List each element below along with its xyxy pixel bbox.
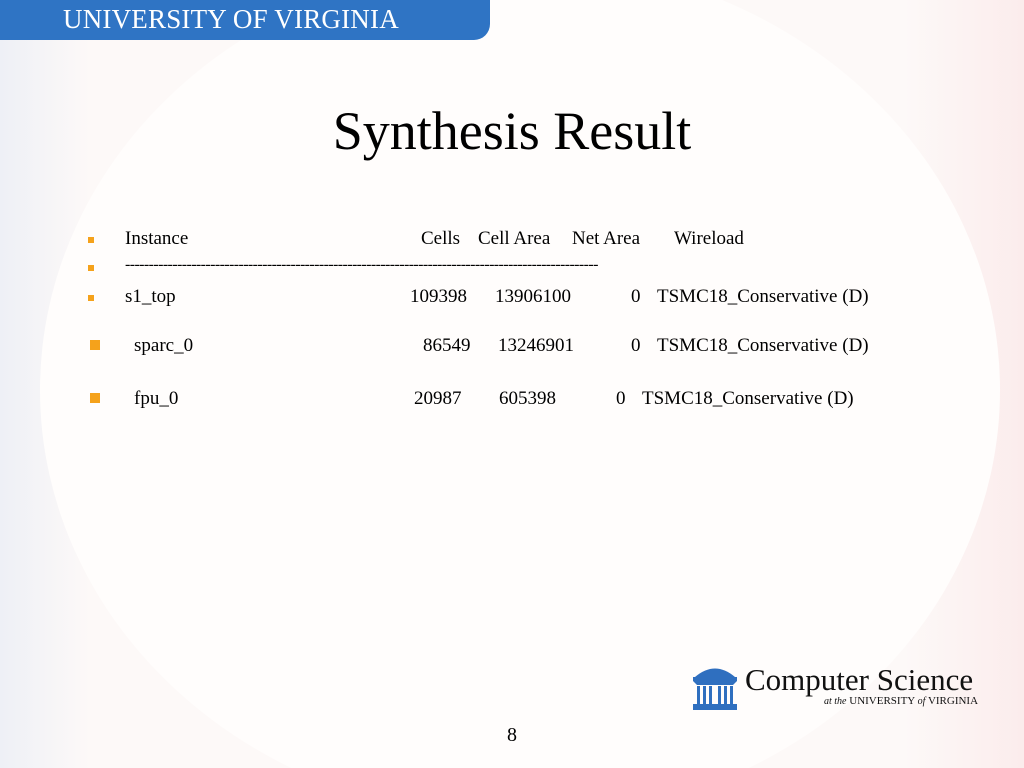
cs-logo (692, 662, 992, 712)
column-header-wireload: Wireload (674, 228, 744, 249)
row-cells: 109398 (410, 286, 467, 307)
row-wireload: TSMC18_Conservative (D) (657, 286, 869, 307)
column-header-cells: Cells (421, 228, 461, 249)
table-header-row (0, 228, 1024, 258)
university-name: UNIVERSITY OF VIRGINIA (63, 4, 399, 34)
bullet-icon (88, 265, 94, 271)
logo-title: Computer Science (745, 662, 974, 697)
row-cells: 86549 (423, 335, 471, 356)
table-separator-row (0, 256, 1024, 286)
table-row (0, 388, 1024, 418)
column-header-net-area: Net Area (572, 228, 641, 249)
row-cells: 20987 (414, 388, 462, 409)
row-wireload: TSMC18_Conservative (D) (657, 335, 869, 356)
bullet-icon (90, 340, 100, 350)
table-row (0, 286, 1024, 316)
header-banner (0, 0, 490, 40)
row-instance: s1_top (125, 286, 176, 307)
page-number: 8 (507, 724, 517, 746)
slide-title: Synthesis Result (332, 101, 692, 161)
row-net-area: 0 (631, 286, 641, 307)
row-wireload: TSMC18_Conservative (D) (642, 388, 854, 409)
bullet-icon (88, 237, 94, 243)
row-instance: fpu_0 (134, 388, 179, 409)
row-cell-area: 605398 (499, 388, 556, 409)
table-separator: ---------------------------------------------------------------------------------------------------- (125, 256, 598, 273)
row-instance: sparc_0 (134, 335, 194, 356)
column-header-cell-area: Cell Area (478, 228, 551, 249)
column-header-instance: Instance (125, 228, 189, 249)
logo-subtitle: at the UNIVERSITY of VIRGINIA (824, 695, 979, 707)
bullet-icon (88, 295, 94, 301)
row-net-area: 0 (616, 388, 626, 409)
rotunda-icon (692, 662, 738, 710)
row-cell-area: 13246901 (498, 335, 574, 356)
table-row (0, 335, 1024, 365)
bullet-icon (90, 393, 100, 403)
row-net-area: 0 (631, 335, 641, 356)
row-cell-area: 13906100 (495, 286, 571, 307)
